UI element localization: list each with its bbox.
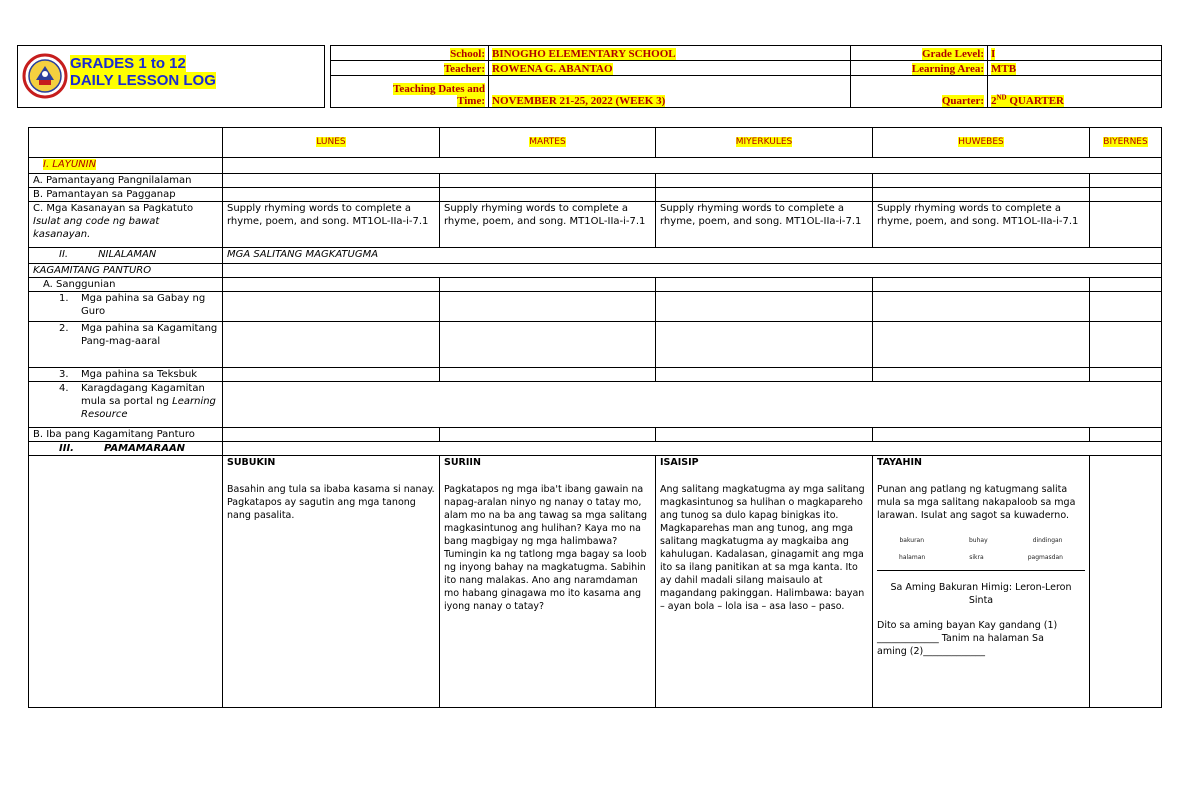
procedure-lunes-heading: SUBUKIN	[227, 457, 276, 468]
learning-area-value: MTB	[988, 61, 1162, 76]
title-line-1: GRADES 1 to 12	[70, 55, 186, 72]
word-choice: bakuran	[899, 537, 925, 544]
procedure-huwebes-text: Punan ang patlang ng katugmang salita mula sa mga salitang nakapaloob sa mga larawan. Isulat ang sagot sa kuwaderno.	[877, 484, 1076, 521]
procedure-lunes	[223, 456, 440, 708]
teacher-label: Teacher:	[331, 61, 489, 76]
row-label-pangnilalaman: A. Pamantayang Pangnilalaman	[29, 174, 223, 188]
day-header-lunes: LUNES	[223, 128, 440, 158]
row-label-teksbuk: 3. Mga pahina sa Teksbuk	[29, 368, 223, 382]
song-text-line-2: _____________ Tanim na halaman Sa	[877, 633, 1044, 644]
quarter-label: Quarter:	[851, 76, 988, 108]
row-label-iba-pang-kagamitan: B. Iba pang Kagamitang Panturo	[29, 428, 223, 442]
day-header-biyernes: BIYERNES	[1090, 128, 1162, 158]
row-label-karagdagang-kagamitan: 4. Karagdagang Kagamitan mula sa portal ng Learning Resource	[29, 382, 223, 428]
competency-miyerkules: Supply rhyming words to complete a rhyme, poem, and song. MT1OL-IIa-i-7.1	[656, 202, 873, 248]
divider	[877, 570, 1085, 571]
competency-lunes: Supply rhyming words to complete a rhyme, poem, and song. MT1OL-IIa-i-7.1	[223, 202, 440, 248]
procedure-huwebes	[873, 456, 1090, 708]
procedure-martes-heading: SURIIN	[444, 457, 481, 468]
kasanayan-note: Isulat ang code ng bawat kasanayan.	[33, 216, 160, 240]
pamamaraan-label-cell	[29, 456, 223, 708]
procedure-lunes-text: Basahin ang tula sa ibaba kasama si nanay. Pagkatapos ay sagutin ang mga tanong nang pasalita.	[227, 484, 435, 521]
layunin-span-cell	[223, 158, 1162, 174]
row-label-sanggunian: A. Sanggunian	[29, 278, 223, 292]
row-label-kagamitang-mag-aaral: 2. Mga pahina sa Kagamitang Pang-mag-aaral	[29, 322, 223, 368]
song-title: Sa Aming Bakuran Himig: Leron-Leron Sinta	[890, 582, 1072, 606]
word-choice: pagmasdan	[1027, 554, 1063, 561]
learning-area-label: Learning Area:	[851, 61, 988, 76]
procedure-miyerkules-text: Ang salitang magkatugma ay mga salitang magkasintunog sa hulihan o magkapareho ang tunog sa dulo kapag binigkas ito. Magkaparehas man ang tunog, ang mga salitang magkatugma ay magkaiba ang kahulugan. Kadalasan, ginagamit ang mga ito sa ilang panitikan at sa mga kanta. Ito ay dahil madali silang maisaulo at magandang pakinggan. Halimbawa: bayan – ayan bola – lola isa – asa laso – paso.	[660, 484, 865, 612]
row-label-kasanayan: C. Mga Kasanayan sa Pagkatuto Isulat ang code ng bawat kasanayan.	[29, 202, 223, 248]
header-info-table	[330, 45, 1162, 108]
grade-level-label: Grade Level:	[851, 46, 988, 61]
procedure-miyerkules-heading: ISAISIP	[660, 457, 699, 468]
competency-martes: Supply rhyming words to complete a rhyme, poem, and song. MT1OL-IIa-i-7.1	[440, 202, 656, 248]
section-layunin: I. LAYUNIN	[29, 158, 223, 174]
title-line-2: DAILY LESSON LOG	[70, 72, 216, 89]
header-logo-box	[17, 45, 325, 108]
document-title	[70, 55, 216, 89]
competency-huwebes: Supply rhyming words to complete a rhyme, poem, and song. MT1OL-IIa-i-7.1	[873, 202, 1090, 248]
procedure-biyernes	[1090, 456, 1162, 708]
word-choice: buhay	[969, 537, 988, 544]
word-choice: halaman	[899, 554, 926, 561]
row-label-gabay-guro: 1. Mga pahina sa Gabay ng Guro	[29, 292, 223, 322]
section-kagamitan: KAGAMITANG PANTURO	[29, 264, 223, 278]
teaching-dates-label: Teaching Dates and Time:	[331, 76, 489, 108]
day-header-huwebes: HUWEBES	[873, 128, 1090, 158]
deped-seal-icon	[22, 50, 68, 102]
corner-cell	[29, 128, 223, 158]
word-choice: dindingan	[1032, 537, 1063, 544]
section-nilalaman: II. NILALAMAN	[29, 248, 223, 264]
school-label: School:	[331, 46, 489, 61]
daily-lesson-log-table	[28, 127, 1162, 708]
quarter-value: 2ND QUARTER	[988, 76, 1162, 108]
word-choices-row-2	[877, 551, 1085, 564]
song-text-line-1: Dito sa aming bayan Kay gandang (1)	[877, 620, 1058, 631]
teaching-dates-value: NOVEMBER 21-25, 2022 (WEEK 3)	[489, 76, 851, 108]
procedure-martes-text: Pagkatapos ng mga iba't ibang gawain na napag-aralan ninyo ng nanay o tatay mo, alam mo na ba ang tawag sa mga salitang magkasintunog ang hulihan? Kaya mo na bang magbigay ng mga halimbawa? Tumingin ka ng tatlong mga bagay sa loob ng inyong bahay na magkatugma. Sabihin ito nang malakas. Ano ang naramdaman mo habang ginagawa mo ito kasama ang iyong nanay o tatay?	[444, 484, 648, 612]
teacher-value: ROWENA G. ABANTAO	[489, 61, 851, 76]
day-header-martes: MARTES	[440, 128, 656, 158]
nilalaman-value: MGA SALITANG MAGKATUGMA	[223, 248, 1162, 264]
word-choices-row-1	[877, 534, 1085, 547]
grade-level-value: I	[988, 46, 1162, 61]
procedure-huwebes-heading: TAYAHIN	[877, 457, 922, 468]
song-text-line-3: aming (2)_____________	[877, 646, 985, 657]
day-header-miyerkules: MIYERKULES	[656, 128, 873, 158]
procedure-miyerkules	[656, 456, 873, 708]
procedure-martes	[440, 456, 656, 708]
word-choice: sikra	[969, 554, 984, 561]
school-value: BINOGHO ELEMENTARY SCHOOL	[489, 46, 851, 61]
section-pamamaraan: III. PAMAMARAAN	[29, 442, 223, 456]
row-label-pagganap: B. Pamantayan sa Pagganap	[29, 188, 223, 202]
